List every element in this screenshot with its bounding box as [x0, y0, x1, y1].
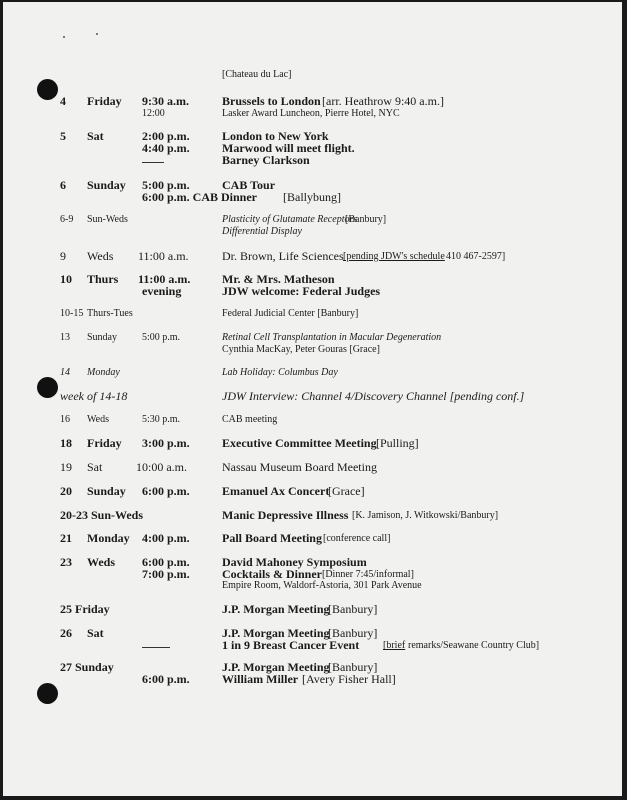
event-title: David Mahoney Symposium	[222, 555, 367, 569]
event-time: 12:00	[142, 108, 165, 119]
event-title: Cynthia MacKay, Peter Gouras [Grace]	[222, 344, 380, 355]
event-title: Barney Clarkson	[222, 153, 310, 167]
day-label: 25 Friday	[60, 602, 110, 616]
event-time: 3:00 p.m.	[142, 436, 190, 450]
event-time: 5:00 p.m.	[142, 178, 190, 192]
event-title: JDW Interview: Channel 4/Discovery Channel [pending conf.]	[222, 389, 525, 403]
day-label: 27 Sunday	[60, 660, 114, 674]
event-title: Executive Committee Meeting	[222, 436, 377, 450]
day-number: 21	[60, 531, 72, 545]
event-note: [Banbury]	[328, 626, 378, 640]
day-range: 20-23 Sun-Weds	[60, 508, 144, 522]
event-location: Empire Room, Waldorf-Astoria, 301 Park Avenue	[222, 580, 422, 591]
event-time: 4:00 p.m.	[142, 531, 190, 545]
day-of-week: Weds	[87, 555, 116, 569]
day-number: 18	[60, 436, 72, 450]
punch-hole	[37, 683, 58, 704]
event-note: [Banbury]	[328, 602, 378, 616]
event-note: [brief	[383, 640, 406, 651]
punch-hole	[37, 377, 58, 398]
day-number: 16	[60, 414, 70, 425]
event-title: Manic Depressive Illness	[222, 508, 349, 522]
event-time: 5:30 p.m.	[142, 414, 181, 425]
day-of-week: Sat	[87, 129, 104, 143]
event-title: Marwood will meet flight.	[222, 141, 355, 155]
event-title: Mr. & Mrs. Matheson	[222, 272, 335, 286]
event-note: [pending JDW's schedule	[343, 251, 445, 262]
event-note: [Dinner 7:45/informal]	[322, 569, 414, 580]
event-title: Dr. Brown, Life Sciences	[222, 249, 344, 263]
day-of-week: Friday	[87, 436, 122, 450]
event-title: Pall Board Meeting	[222, 531, 322, 545]
day-number: 9	[60, 249, 66, 263]
day-of-week: Friday	[87, 94, 122, 108]
day-of-week: Thurs	[87, 272, 119, 286]
blank-time-line	[142, 162, 164, 163]
event-location: [Chateau du Lac]	[222, 69, 292, 80]
punch-hole	[37, 79, 58, 100]
event-title: Brussels to London	[222, 94, 321, 108]
event-note: remarks/Seawane Country Club]	[408, 640, 540, 651]
speck-mark	[96, 33, 98, 35]
event-title: Nassau Museum Board Meeting	[222, 460, 377, 474]
week-label: week of 14-18	[60, 389, 128, 403]
day-of-week: Monday	[87, 531, 130, 545]
event-title: Retinal Cell Transplantation in Macular Degeneration	[222, 332, 442, 343]
event-time: 4:40 p.m.	[142, 141, 190, 155]
event-title: Federal Judicial Center [Banbury]	[222, 308, 359, 319]
event-title: J.P. Morgan Meeting	[222, 626, 330, 640]
event-title: CAB meeting	[222, 414, 278, 425]
calendar-page	[3, 2, 622, 796]
event-title: 1 in 9 Breast Cancer Event	[222, 638, 360, 652]
event-title: Differential Display	[222, 226, 302, 237]
event-title: J.P. Morgan Meeting	[222, 660, 330, 674]
event-title: Plasticity of Glutamate Receptors	[222, 214, 358, 225]
event-time: 2:00 p.m.	[142, 129, 190, 143]
day-number: 4	[60, 94, 66, 108]
event-time: 6:00 p.m.	[142, 555, 190, 569]
event-title: Lasker Award Luncheon, Pierre Hotel, NYC	[222, 108, 400, 119]
event-time: 11:00 a.m.	[138, 272, 191, 286]
day-number: 10-15	[60, 308, 84, 319]
event-title: Lab Holiday: Columbus Day	[222, 367, 338, 378]
day-of-week: Sunday	[87, 484, 126, 498]
day-of-week: Weds	[87, 414, 109, 425]
event-note: [Banbury]	[345, 214, 387, 225]
day-number: 20	[60, 484, 72, 498]
event-note: [Ballybung]	[283, 190, 341, 204]
day-of-week: Sunday	[87, 178, 126, 192]
event-note: [Avery Fisher Hall]	[302, 672, 396, 686]
event-time: evening	[142, 284, 182, 298]
event-time: 11:00 a.m.	[138, 249, 189, 263]
day-of-week: Sat	[87, 626, 104, 640]
day-of-week: Sat	[87, 460, 103, 474]
event-note: 410 467-2597]	[446, 251, 506, 262]
event-time: 6:00 p.m.	[142, 672, 190, 686]
speck-mark	[63, 36, 65, 38]
event-note: [Pulling]	[376, 436, 419, 450]
day-number: 26	[60, 626, 72, 640]
event-note: [arr. Heathrow 9:40 a.m.]	[322, 94, 444, 108]
event-time-and-title: 6:00 p.m. CAB Dinner	[142, 190, 258, 204]
event-title: Cocktails & Dinner	[222, 567, 322, 581]
day-number: 5	[60, 129, 66, 143]
event-time: 5:00 p.m.	[142, 332, 181, 343]
event-title: J.P. Morgan Meeting	[222, 602, 330, 616]
day-number: 10	[60, 272, 72, 286]
event-note: [conference call]	[323, 533, 391, 544]
day-of-week: Sun-Weds	[87, 214, 128, 225]
day-number: 19	[60, 460, 72, 474]
event-time: 9:30 a.m.	[142, 94, 189, 108]
event-note: [Banbury]	[328, 660, 378, 674]
event-title: William Miller	[222, 672, 299, 686]
day-number: 6	[60, 178, 66, 192]
event-note: [Grace]	[328, 484, 365, 498]
day-of-week: Monday	[87, 367, 120, 378]
day-of-week: Thurs-Tues	[87, 308, 133, 319]
event-title: JDW welcome: Federal Judges	[222, 284, 381, 298]
event-time: 10:00 a.m.	[136, 460, 187, 474]
day-of-week: Weds	[87, 249, 114, 263]
blank-time-line	[142, 647, 170, 648]
day-number: 13	[60, 332, 70, 343]
day-number: 6-9	[60, 214, 74, 225]
event-note: [K. Jamison, J. Witkowski/Banbury]	[352, 510, 499, 521]
event-title: Emanuel Ax Concert	[222, 484, 330, 498]
day-number: 23	[60, 555, 72, 569]
event-time: 6:00 p.m.	[142, 484, 190, 498]
day-number: 14	[60, 367, 70, 378]
event-title: CAB Tour	[222, 178, 276, 192]
event-title: London to New York	[222, 129, 329, 143]
day-of-week: Sunday	[87, 332, 117, 343]
event-time: 7:00 p.m.	[142, 567, 190, 581]
